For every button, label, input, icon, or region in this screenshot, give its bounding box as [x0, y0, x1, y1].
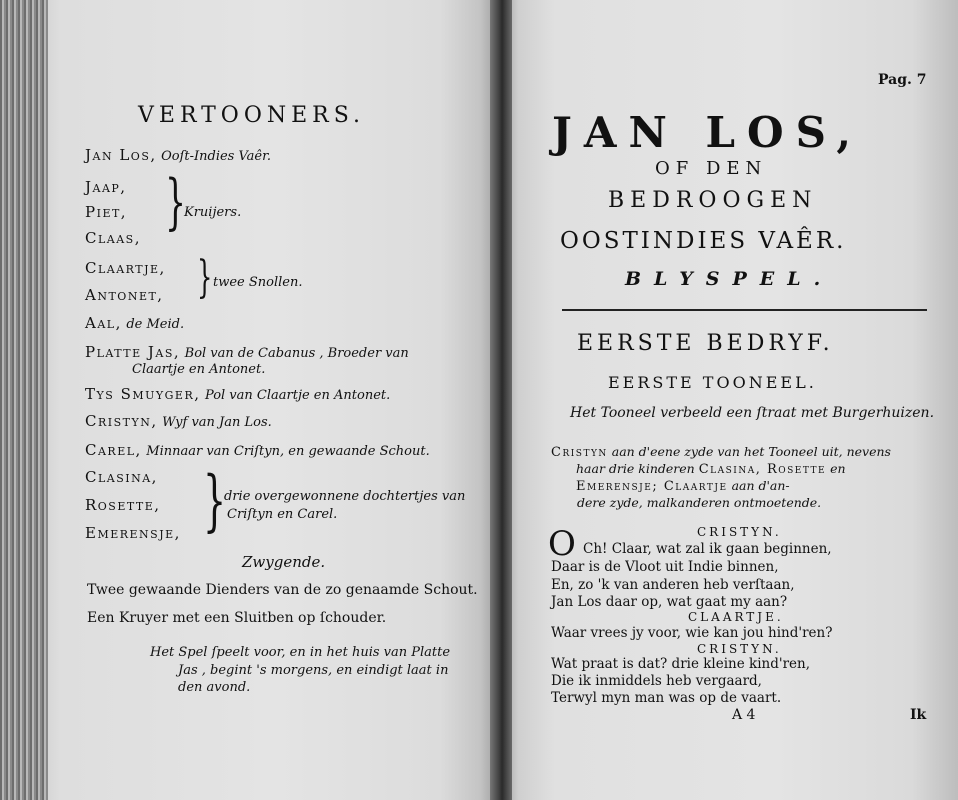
stage-direction-line-2 [576, 461, 846, 477]
page-number: Pag. 7 [878, 72, 927, 88]
mute-roles-heading: Zwygende. [242, 553, 326, 571]
verse-line-7: Die ik inmiddels heb vergaard, [551, 673, 762, 689]
group-snollen: twee Snollen. [213, 275, 303, 290]
setting-note-line-1: Het Spel ſpeelt voor, en in het huis van Platte [150, 645, 451, 660]
stage-text: haar drie kinderen [576, 461, 695, 476]
cast-list-title: VERTOONERS. [138, 103, 366, 128]
role-name: Tys Smuyger, [85, 385, 201, 403]
verse-line-2: Daar is de Vloot uit Indie binnen, [551, 559, 779, 575]
role-aal [85, 314, 184, 332]
role-cristyn [85, 412, 272, 430]
role-piet [85, 203, 127, 221]
role-description: Bol van de Cabanus , Broeder van [184, 346, 409, 361]
role-platte-jas-cont [132, 361, 265, 377]
verse-line-6: Wat praat is dat? drie kleine kind'ren, [551, 656, 811, 672]
role-description: de Meid. [126, 317, 185, 332]
role-name: Aal, [85, 314, 122, 332]
book-gutter [490, 0, 512, 800]
role-name: Jan Los, [85, 146, 157, 164]
play-genre: BLYSPEL. [625, 268, 834, 290]
drop-cap: O [548, 524, 576, 564]
verse-line-5: Waar vrees jy voor, wie kan jou hind'ren? [551, 625, 833, 641]
role-antonet [85, 286, 164, 304]
stage-direction-line-1 [551, 444, 891, 460]
role-name: Antonet, [85, 286, 164, 304]
brace-kruijers: } [165, 167, 187, 237]
role-description: Pol van Claartje en Antonet. [204, 388, 391, 403]
role-carel [85, 441, 430, 459]
role-name: Jaap, [85, 178, 127, 196]
role-tys-smuyger [85, 385, 390, 403]
character-name: Clasina, Rosette [698, 462, 827, 477]
verse-line-4: Jan Los daar op, wat gaat my aan? [551, 594, 788, 610]
role-name: Claas, [85, 229, 141, 247]
role-description: Claartje en Antonet. [132, 362, 266, 377]
role-name: Piet, [85, 203, 128, 221]
setting-note-line-2: Jas , begint 's morgens, en eindigt laat in [178, 663, 449, 678]
role-emerensje [85, 524, 181, 542]
role-description: Minnaar van Criſtyn, en gewaande Schout. [146, 444, 430, 459]
role-claas [85, 229, 141, 247]
title-divider-rule [562, 309, 927, 311]
role-claartje [85, 259, 166, 277]
play-subtitle-bedroogen: BEDROOGEN [608, 188, 818, 213]
speaker-cristyn: CRISTYN. [697, 525, 782, 539]
play-subtitle-oostindies: OOSTINDIES VAÊR. [560, 228, 847, 254]
verse-line-3: En, zo 'k van anderen heb verſtaan, [551, 577, 795, 593]
mute-role-1: Twee gewaande Dienders van de zo genaamde Schout. [87, 582, 478, 598]
scene-setting: Het Tooneel verbeeld een ſtraat met Burgerhuizen. [570, 405, 935, 421]
role-jaap [85, 178, 127, 196]
group-dochtertjes: drie overgewonnene dochtertjes van [224, 489, 466, 504]
catchword: Ik [910, 707, 927, 723]
scene-heading: EERSTE TOONEEL. [608, 373, 817, 392]
role-name: Carel, [85, 441, 142, 459]
stage-text: aan d'eene zyde van het Tooneel uit, nevens [611, 444, 891, 459]
role-name: Platte Jas, [85, 343, 181, 361]
stage-direction-line-3 [576, 478, 790, 494]
group-dochtertjes-cont: Criſtyn en Carel. [227, 507, 338, 522]
setting-note-line-3: den avond. [178, 680, 251, 695]
play-title: JAN LOS, [552, 108, 864, 157]
role-name: Cristyn, [85, 412, 158, 430]
stage-text: aan d'an- [731, 478, 790, 493]
role-name: Emerensje, [85, 524, 181, 542]
role-clasina [85, 468, 158, 486]
play-subtitle-of: OF DEN [655, 158, 768, 179]
character-name: Cristyn [551, 445, 608, 460]
speaker-claartje: CLAARTJE. [688, 610, 784, 624]
role-name: Clasina, [85, 468, 158, 486]
verse-line-1: Ch! Claar, wat zal ik gaan beginnen, [583, 541, 832, 557]
stage-text: en [830, 461, 846, 476]
stage-direction-line-4: dere zyde, malkanderen ontmoetende. [577, 495, 822, 510]
verse-line-8: Terwyl myn man was op de vaart. [551, 690, 782, 706]
signature-mark: A 4 [732, 707, 756, 723]
role-jan-los [85, 146, 271, 164]
role-description: Ooſt-Indies Vaêr. [161, 149, 272, 164]
brace-snollen: } [197, 252, 213, 303]
role-name: Claartje, [85, 259, 166, 277]
role-description: Wyf van Jan Los. [162, 415, 272, 430]
act-heading: EERSTE BEDRYF. [577, 331, 834, 356]
brace-dochtertjes: } [203, 462, 227, 539]
role-name: Rosette, [85, 496, 161, 514]
book-page-edges [0, 0, 48, 800]
role-platte-jas [85, 343, 409, 361]
mute-role-2: Een Kruyer met een Sluitben op ſchouder. [87, 610, 387, 626]
speaker-cristyn-2: CRISTYN. [697, 642, 782, 656]
role-rosette [85, 496, 161, 514]
character-name: Emerensje; Claartje [576, 479, 728, 494]
group-kruijers: Kruijers. [184, 205, 242, 220]
